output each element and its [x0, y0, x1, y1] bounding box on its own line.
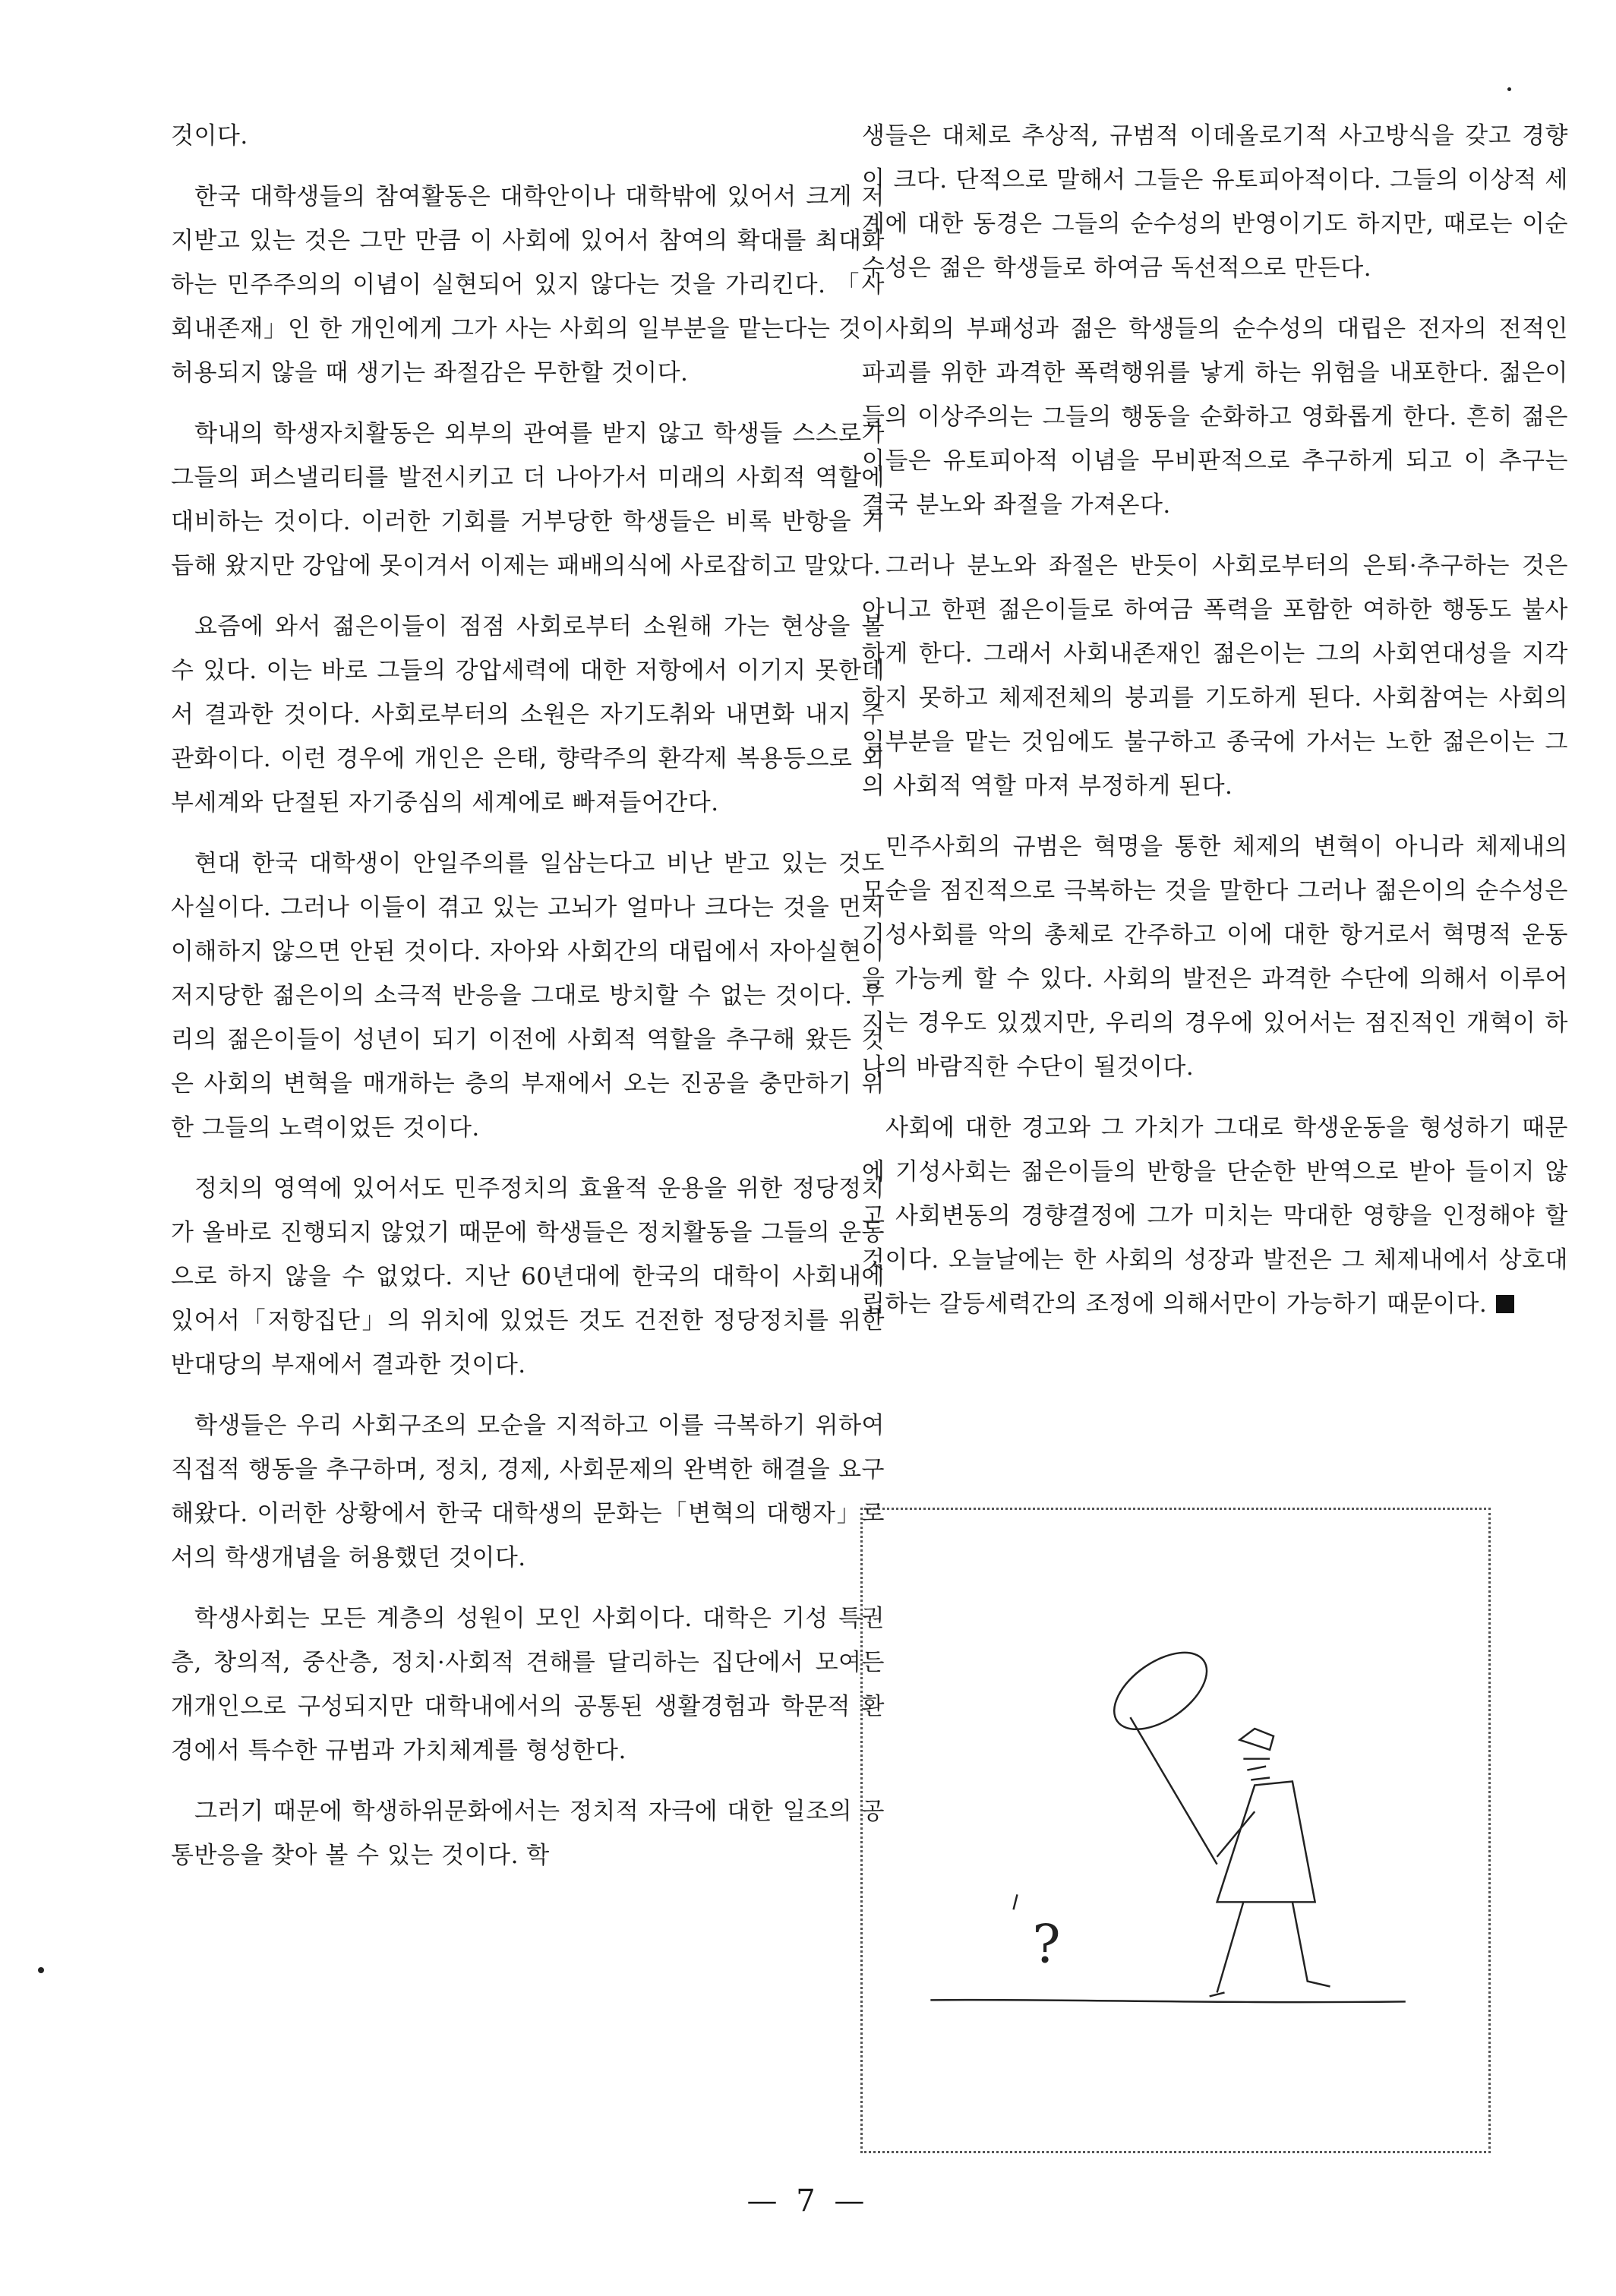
ground-line [930, 2000, 1405, 2002]
butterfly-net-handle [1130, 1717, 1217, 1865]
paragraph: 학생들은 우리 사회구조의 모순을 지적하고 이를 극복하기 위하여 직접적 행동을 추구하며, 정치, 경제, 사회문제의 완벽한 해결을 요구해왔다. 이러한 상황에서 한국 대학생의 문화는「변혁의 대행자」로서의 학생개념을 허용했던 것이다. [171, 1412, 885, 1571]
scan-speck [38, 1967, 44, 1973]
paragraph-final-text: 사회에 대한 경고와 그 가치가 그대로 학생운동을 형성하기 때문에 기성사회는 젊은이들의 반항을 단순한 반역으로 받아 들이지 않고 사회변동의 경향결정에 그가 미치는 막대한 영향을 인정해야 할 것이다. 오늘날에는 한 사회의 성장과 발전은 그 체제내에서 상호대립하는 갈등세력간의 조정에 의해서만이 가능하기 때문이다. [862, 1114, 1568, 1318]
question-mark-glyph: ? [1032, 1913, 1061, 1975]
paragraph: 학생사회는 모든 계층의 성원이 모인 사회이다. 대학은 기성 특권층, 창의적, 중산층, 정치·사회적 견해를 달리하는 집단에서 모여든 개개인으로 구성되지만 대학내에서의 공통된 생활경험과 학문적 환경에서 특수한 규범과 가치체계를 형성한다. [171, 1605, 885, 1764]
cartoon-illustration [863, 1510, 1488, 2151]
right-column [862, 114, 1568, 1343]
paragraph: 생들은 대체로 추상적, 규범적 이데올로기적 사고방식을 갖고 경향이 크다. 단적으로 말해서 그들은 유토피아적이다. 그들의 이상적 세계에 대한 동경은 그들의 순수성의 반영이기도 하지만, 때로는 이순수성은 젊은 학생들로 하여금 독선적으로 만든다. [862, 122, 1568, 282]
paragraph: 민주사회의 규범은 혁명을 통한 체제의 변혁이 아니라 체제내의 모순을 점진적으로 극복하는 것을 말한다 그러나 젊은이의 순수성은 기성사회를 악의 총체로 간주하고 이에 대한 항거로서 혁명적 운동을 가능케 할 수 있다. 사회의 발전은 과격한 수단에 의해서 이루어지는 경우도 있겠지만, 우리의 경우에 있어서는 점진적인 개혁이 하나의 바람직한 수단이 될것이다. [862, 833, 1568, 1081]
figure-head [1243, 1759, 1270, 1780]
figure-right-leg [1292, 1902, 1330, 1986]
paragraph-final [862, 1106, 1568, 1326]
figure-left-leg [1210, 1902, 1244, 1996]
paragraph: 그러기 때문에 학생하위문화에서는 정치적 자극에 대한 일조의 공통반응을 찾아 볼 수 있는 것이다. 학 [171, 1798, 885, 1869]
scan-speck [1507, 87, 1511, 91]
figure-hat [1239, 1729, 1274, 1750]
paragraph: 정치의 영역에 있어서도 민주정치의 효율적 운용을 위한 정당정치가 올바로 진행되지 않었기 때문에 학생들은 정치활동을 그들의 운동으로 하지 않을 수 없었다. 지난 60년대에 한국의 대학이 사회내에 있어서「저항집단」의 위치에 있었든 것도 건전한 정당정치를 위한 반대당의 부재에서 결과한 것이다. [171, 1175, 885, 1379]
cartoon-illustration-frame [860, 1508, 1491, 2153]
page-number: — 7 — [746, 2184, 870, 2219]
paragraph: 사회의 부패성과 젊은 학생들의 순수성의 대립은 전자의 전적인 파괴를 위한 과격한 폭력행위를 낳게 하는 위험을 내포한다. 젊은이들의 이상주의는 그들의 행동을 순화하고 영화롭게 한다. 흔히 젊은이들은 유토피아적 이념을 무비판적으로 추구하게 되고 이 추구는 결국 분노와 좌절을 가져온다. [862, 315, 1568, 519]
end-mark-square-icon [1496, 1295, 1514, 1313]
paragraph: 그러나 분노와 좌절은 반듯이 사회로부터의 은퇴·추구하는 것은 아니고 한편 젊은이들로 하여금 폭력을 포함한 여하한 행동도 불사하게 한다. 그래서 사회내존재인 젊은이는 그의 사회연대성을 지각하지 못하고 체제전체의 붕괴를 기도하게 된다. 사회참여는 사회의 일부분을 맡는 것임에도 불구하고 종국에 가서는 노한 젊은이는 그의 사회적 역할 마져 부정하게 된다. [862, 552, 1568, 800]
paragraph: 학내의 학생자치활동은 외부의 관여를 받지 않고 학생들 스스로가 그들의 퍼스낼리티를 발전시키고 더 나아가서 미래의 사회적 역할에 대비하는 것이다. 이러한 기회를 거부당한 학생들은 비록 반항을 거듭해 왔지만 강압에 못이겨서 이제는 패배의식에 사로잡히고 말았다. [171, 420, 885, 580]
figure-arm [1217, 1811, 1255, 1857]
sketch-stroke [1014, 1894, 1018, 1909]
paragraph: 요즘에 와서 젊은이들이 점점 사회로부터 소원해 가는 현상을 볼 수 있다. 이는 바로 그들의 강압세력에 대한 저항에서 이기지 못한데서 결과한 것이다. 사회로부터의 소원은 자기도취와 내면화 내지 주관화이다. 이런 경우에 개인은 은태, 향락주의 환각제 복용등으로 외부세계와 단절된 자기중심의 세계에로 빠져들어간다. [171, 613, 885, 816]
left-column [171, 114, 885, 1894]
figure-cloak [1217, 1781, 1315, 1902]
paragraph: 것이다. [171, 122, 248, 150]
butterfly-net-hoop [1101, 1638, 1220, 1745]
paragraph: 한국 대학생들의 참여활동은 대학안이나 대학밖에 있어서 크게 저지받고 있는 것은 그만 만큼 이 사회에 있어서 참여의 확대를 최대화하는 민주주의의 이념이 실현되어 있지 않다는 것을 가리킨다. 「사회내존재」인 한 개인에게 그가 사는 사회의 일부분을 맡는다는 것이 허용되지 않을 때 생기는 좌절감은 무한할 것이다. [171, 183, 885, 387]
paragraph: 현대 한국 대학생이 안일주의를 일삼는다고 비난 받고 있는 것도 사실이다. 그러나 이들이 겪고 있는 고뇌가 얼마나 크다는 것을 먼저 이해하지 않으면 안된 것이다. 자아와 사회간의 대립에서 자아실현이 저지당한 젊은이의 소극적 반응을 그대로 방치할 수 없는 것이다. 우리의 젊은이들이 성년이 되기 이전에 사회적 역할을 추구해 왔든 것은 사회의 변혁을 매개하는 층의 부재에서 오는 진공을 충만하기 위한 그들의 노력이었든 것이다. [171, 850, 885, 1142]
